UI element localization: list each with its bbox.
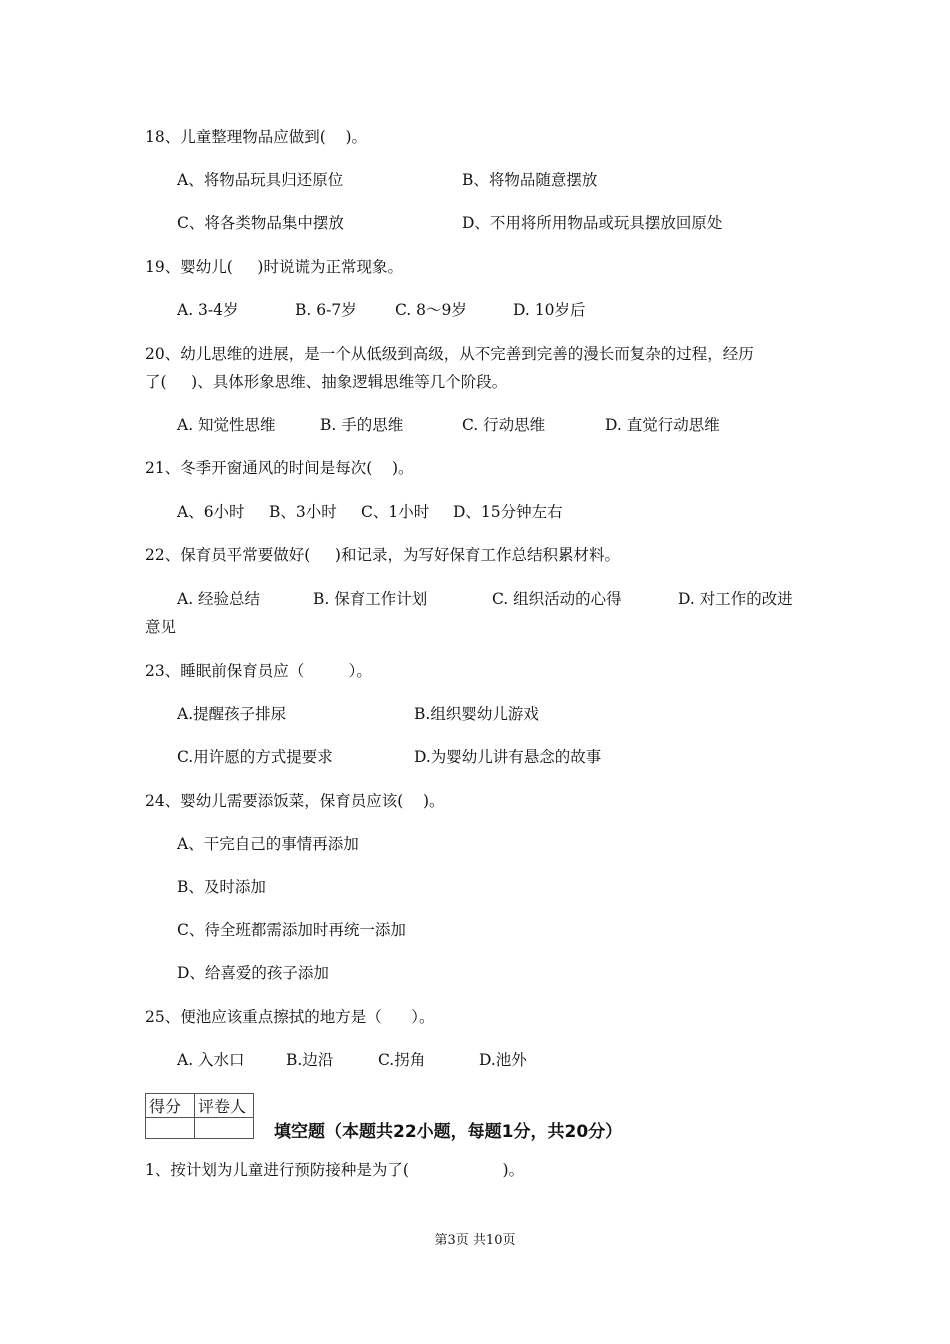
question-21-option-c: C、1小时 — [361, 503, 430, 521]
question-20-option-a: A. 知觉性思维 — [177, 416, 276, 434]
question-18-option-d: D、不用将所用物品或玩具摆放回原处 — [462, 214, 723, 232]
page-footer: 第3页 共10页 — [434, 1233, 516, 1248]
question-25-option-a: A. 入水口 — [177, 1051, 245, 1069]
question-22-option-d: D. 对工作的改进 — [678, 590, 793, 608]
question-23-stem: 23、睡眠前保育员应（ ）。 — [145, 662, 372, 680]
question-20-stem-line1: 20、幼儿思维的进展，是一个从低级到高级，从不完善到完善的漫长而复杂的过程，经历 — [145, 345, 754, 363]
question-21-option-a: A、6小时 — [177, 503, 245, 521]
question-23-option-c: C.用许愿的方式提要求 — [177, 748, 333, 766]
grader-label: 评卷人 — [195, 1094, 254, 1118]
question-19-option-a: A. 3-4岁 — [177, 301, 239, 319]
question-24-stem: 24、婴幼儿需要添饭菜，保育员应该( )。 — [145, 792, 445, 810]
question-22-option-c: C. 组织活动的心得 — [492, 590, 622, 608]
question-24-option-c: C、待全班都需添加时再统一添加 — [177, 921, 406, 939]
question-25-option-c: C.拐角 — [378, 1051, 426, 1069]
question-20-option-d: D. 直觉行动思维 — [605, 416, 720, 434]
question-18-stem: 18、儿童整理物品应做到( )。 — [145, 128, 368, 146]
question-24-option-a: A、干完自己的事情再添加 — [177, 835, 359, 853]
question-21-option-b: B、3小时 — [269, 503, 337, 521]
question-20-option-b: B. 手的思维 — [320, 416, 404, 434]
question-22-continuation: 意见 — [145, 618, 177, 636]
question-18-option-c: C、将各类物品集中摆放 — [177, 214, 344, 232]
question-18-option-a: A、将物品玩具归还原位 — [177, 171, 344, 189]
question-19-option-b: B. 6-7岁 — [295, 301, 357, 319]
question-19-stem: 19、婴幼儿( )时说谎为正常现象。 — [145, 258, 403, 276]
question-25-option-b: B.边沿 — [286, 1051, 334, 1069]
question-21-stem: 21、冬季开窗通风的时间是每次( )。 — [145, 459, 414, 477]
question-25-stem: 25、便池应该重点擦拭的地方是（ ）。 — [145, 1008, 435, 1026]
question-20-stem-line2: 了( )、具体形象思维、抽象逻辑思维等几个阶段。 — [145, 373, 508, 391]
question-23-option-a: A.提醒孩子排尿 — [177, 705, 287, 723]
section-title: 填空题（本题共22小题，每题1分，共20分） — [274, 1122, 623, 1142]
question-23-option-b: B.组织婴幼儿游戏 — [414, 705, 539, 723]
score-box — [145, 1093, 254, 1139]
grader-cell — [195, 1118, 254, 1139]
question-22-stem: 22、保育员平常要做好( )和记录，为写好保育工作总结积累材料。 — [145, 546, 620, 564]
question-23-option-d: D.为婴幼儿讲有悬念的故事 — [414, 748, 602, 766]
fill-question-1: 1、按计划为儿童进行预防接种是为了( )。 — [145, 1161, 525, 1179]
question-22-option-b: B. 保育工作计划 — [313, 590, 428, 608]
question-19-option-d: D. 10岁后 — [513, 301, 586, 319]
question-18-option-b: B、将物品随意摆放 — [462, 171, 598, 189]
question-19-option-c: C. 8～9岁 — [395, 301, 467, 319]
question-21-option-d: D、15分钟左右 — [453, 503, 563, 521]
question-24-option-d: D、给喜爱的孩子添加 — [177, 964, 329, 982]
score-label: 得分 — [146, 1094, 195, 1118]
question-25-option-d: D.池外 — [479, 1051, 527, 1069]
score-cell — [146, 1118, 195, 1139]
question-24-option-b: B、及时添加 — [177, 878, 266, 896]
question-22-option-a: A. 经验总结 — [177, 590, 261, 608]
question-20-option-c: C. 行动思维 — [462, 416, 546, 434]
